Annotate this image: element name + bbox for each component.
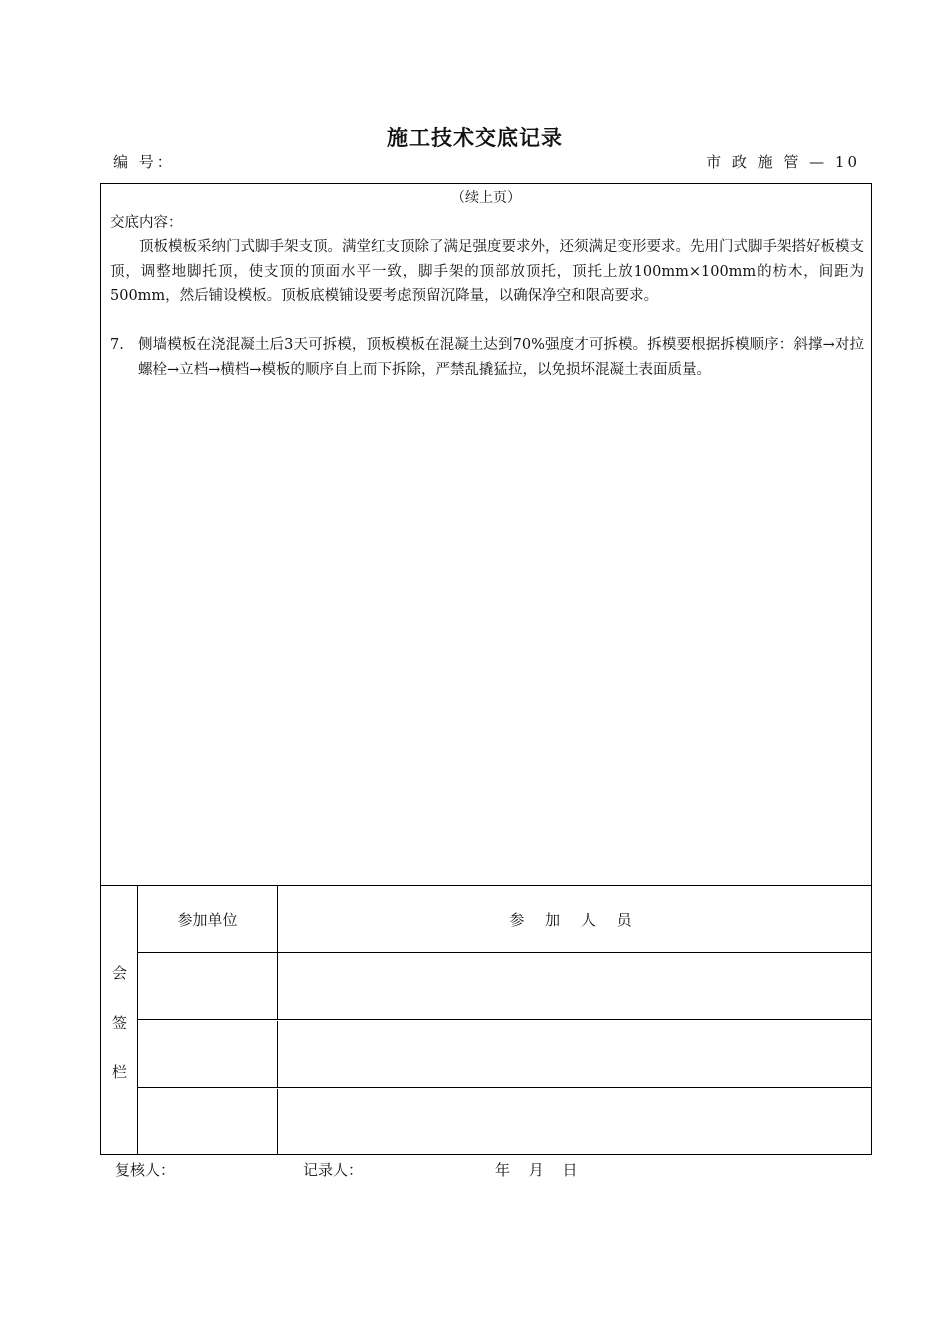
unit-header: 参加单位 bbox=[138, 886, 278, 952]
unit-cell[interactable] bbox=[138, 1089, 278, 1154]
serial-number-label: 编 号： bbox=[113, 153, 175, 171]
side-char-2: 签 bbox=[112, 1014, 128, 1032]
reviewer-label: 复核人： bbox=[115, 1161, 176, 1179]
signoff-side-label bbox=[101, 886, 138, 1154]
signoff-section bbox=[101, 885, 871, 1154]
people-cell[interactable] bbox=[278, 1021, 871, 1087]
people-cell[interactable] bbox=[278, 953, 871, 1019]
content-item-7 bbox=[110, 333, 864, 382]
item-text: 侧墙模板在浇混凝土后3天可拆模，顶板模板在混凝土达到70%强度才可拆模。拆模要根据拆模顺序：斜撑→对拉螺栓→立档→横档→模板的顺序自上而下拆除，严禁乱撬猛拉，以免损坏混凝土表面质量。 bbox=[138, 337, 864, 378]
people-header: 参 加 人 员 bbox=[509, 910, 640, 929]
record-table bbox=[100, 183, 872, 1155]
signoff-row bbox=[138, 953, 871, 1020]
content-section bbox=[101, 184, 871, 885]
signoff-row bbox=[138, 1021, 871, 1088]
page-title: 施工技术交底记录 bbox=[387, 125, 563, 150]
date-label: 年 月 日 bbox=[495, 1161, 578, 1179]
continued-note: （续上页） bbox=[451, 190, 521, 206]
people-cell[interactable] bbox=[278, 1089, 871, 1154]
signoff-header-row bbox=[138, 886, 871, 953]
side-char-3: 栏 bbox=[112, 1063, 128, 1081]
form-code: 市 政 施 管 — 10 bbox=[706, 153, 860, 171]
unit-cell[interactable] bbox=[138, 1021, 278, 1087]
content-label: 交底内容： bbox=[110, 215, 183, 231]
recorder-label: 记录人： bbox=[303, 1161, 364, 1179]
unit-cell[interactable] bbox=[138, 953, 278, 1019]
content-paragraph: 顶板模板采纳门式脚手架支顶。满堂红支顶除了满足强度要求外，还须满足变形要求。先用门式脚手架搭好板模支顶，调整地脚托顶，使支顶的顶面水平一致，脚手架的顶部放顶托，顶托上放100mm×100mm的枋木，间距为500mm，然后铺设模板。顶板底模铺设要考虑预留沉降量，以确保净空和限高要求。 bbox=[110, 239, 864, 304]
item-number: 7. bbox=[110, 337, 124, 353]
signoff-row bbox=[138, 1089, 871, 1154]
side-char-1: 会 bbox=[112, 964, 128, 982]
